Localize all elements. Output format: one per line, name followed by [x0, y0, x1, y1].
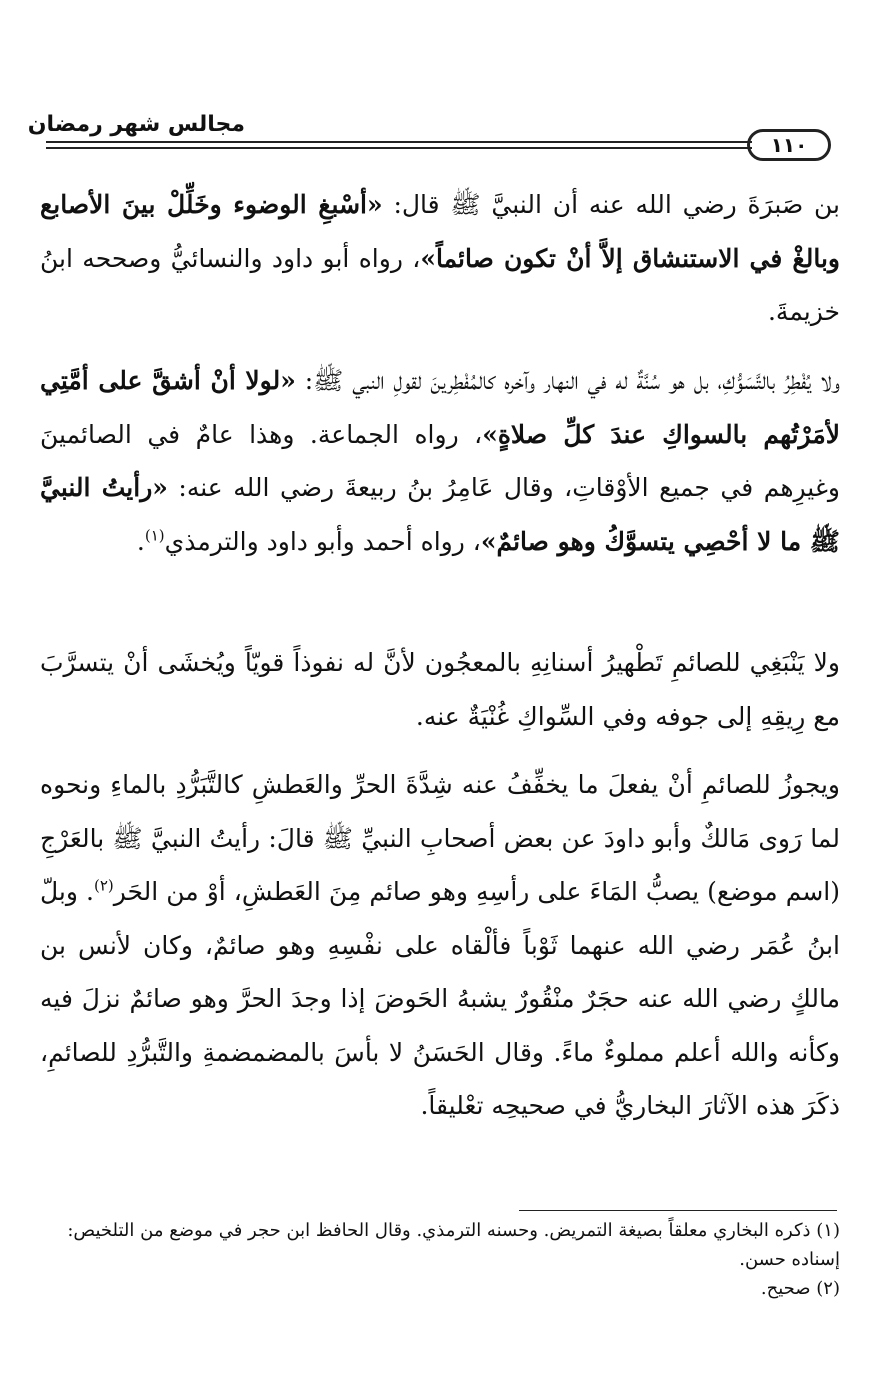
paragraph	[40, 636, 840, 743]
body-text: ، رواه الجماعة. وهذا عامٌ في الصائمينَ وغيرِهم في جميع الأوْقاتِ، وقال عَامِرُ بنُ ربيعةَ رضي الله عنه:	[40, 419, 840, 502]
footnotes	[40, 1216, 840, 1303]
paragraph	[40, 354, 840, 568]
hadith-quote: «لولا أنْ أشقَّ على أمَّتِي لأمَرْتُهم بالسواكِ عندَ كلِّ صلاةٍ»	[40, 366, 840, 449]
footnote-ref: (١)	[144, 526, 165, 545]
body-text: ولا يُفْطِرُ بالتَّسَوُّكِ، بل هو سُنَّةٌ له في النهار وآخره كالمُفْطِرينَ لقولِ النبي ﷺ:	[295, 366, 840, 395]
hadith-quote: «أسْبغِ الوضوء وخَلِّلْ بينَ الأصابع وبالغْ في الاستنشاق إلاَّ أنْ تكون صائماً»	[40, 190, 840, 273]
body-text: ، رواه أبو داود والنسائيُّ وصححه ابنُ خزيمةَ.	[40, 243, 840, 326]
body-text: ويجوزُ للصائمِ أنْ يفعلَ ما يخفِّفُ عنه شِدَّةَ الحرِّ والعَطشِ كالتَّبَرُّدِ بالماءِ ونحوه لما رَوى مَالكٌ وأبو داودَ عن بعض أصحابِ النبيِّ ﷺ قالَ: رأيتُ النبيَّ ﷺ بالعَرْجِ (اسم موضع) يصبُّ المَاءَ على رأسِهِ وهو صائم مِنَ العَطشِ، أوْ من الحَر	[40, 770, 841, 906]
paragraph	[40, 178, 840, 339]
hadith-quote: «رأيتُ النبيَّ ﷺ ما لا أحْصِي يتسوَّكُ وهو صائمٌ»	[40, 473, 840, 556]
body-text: . وبلّ ابنُ عُمَر رضي الله عنهما ثَوْباً فألْقاه على نفْسِهِ وهو صائمٌ، وكان لأنس بن مالكٍ رضي الله عنه حجَرٌ منْقُورٌ يشبهُ الحَوضَ إذا وجدَ الحرَّ وهو صائمٌ نزلَ فيه وكأنه والله أعلم مملوءٌ ماءً. وقال الحَسَنُ لا بأسَ بالمضمضمةِ والتَّبرُّدِ للصائمِ، ذكَرَ هذه الآثارَ البخاريُّ في صحيحِه تعْليقاً.	[40, 877, 840, 1120]
body-text: ، رواه أحمد وأبو داود والترمذي	[164, 526, 481, 556]
footnote: (٢) صحيح.	[760, 1278, 840, 1299]
running-header-title: مجالس شهر رمضان	[27, 112, 245, 137]
body-text: بن صَبرَةَ رضي الله عنه أن النبيَّ ﷺ قال:	[382, 190, 841, 219]
footnote-ref: (٢)	[93, 876, 114, 895]
footnote: (١) ذكره البخاري معلقاً بصيغة التمريض. وحسنه الترمذي. وقال الحافظ ابن حجر في موضع من التلخيص: إسناده حسن.	[67, 1220, 840, 1270]
paragraph	[40, 758, 840, 1133]
body-text: ولا يَنْبَغِي للصائمِ تَطْهيرُ أسنانِهِ بالمعجُون لأنَّ له نفوذاً قويّاً ويُخشَى أنْ يتسرَّبَ مع رِيقِهِ إلى جوفه وفي السِّواكِ غُنْيَةٌ عنه.	[40, 648, 840, 731]
header-rule	[46, 141, 752, 143]
header-rule	[46, 147, 752, 149]
page-number-badge: ١١٠	[747, 129, 831, 161]
footnote-separator	[519, 1210, 837, 1211]
body-text: .	[136, 526, 145, 556]
